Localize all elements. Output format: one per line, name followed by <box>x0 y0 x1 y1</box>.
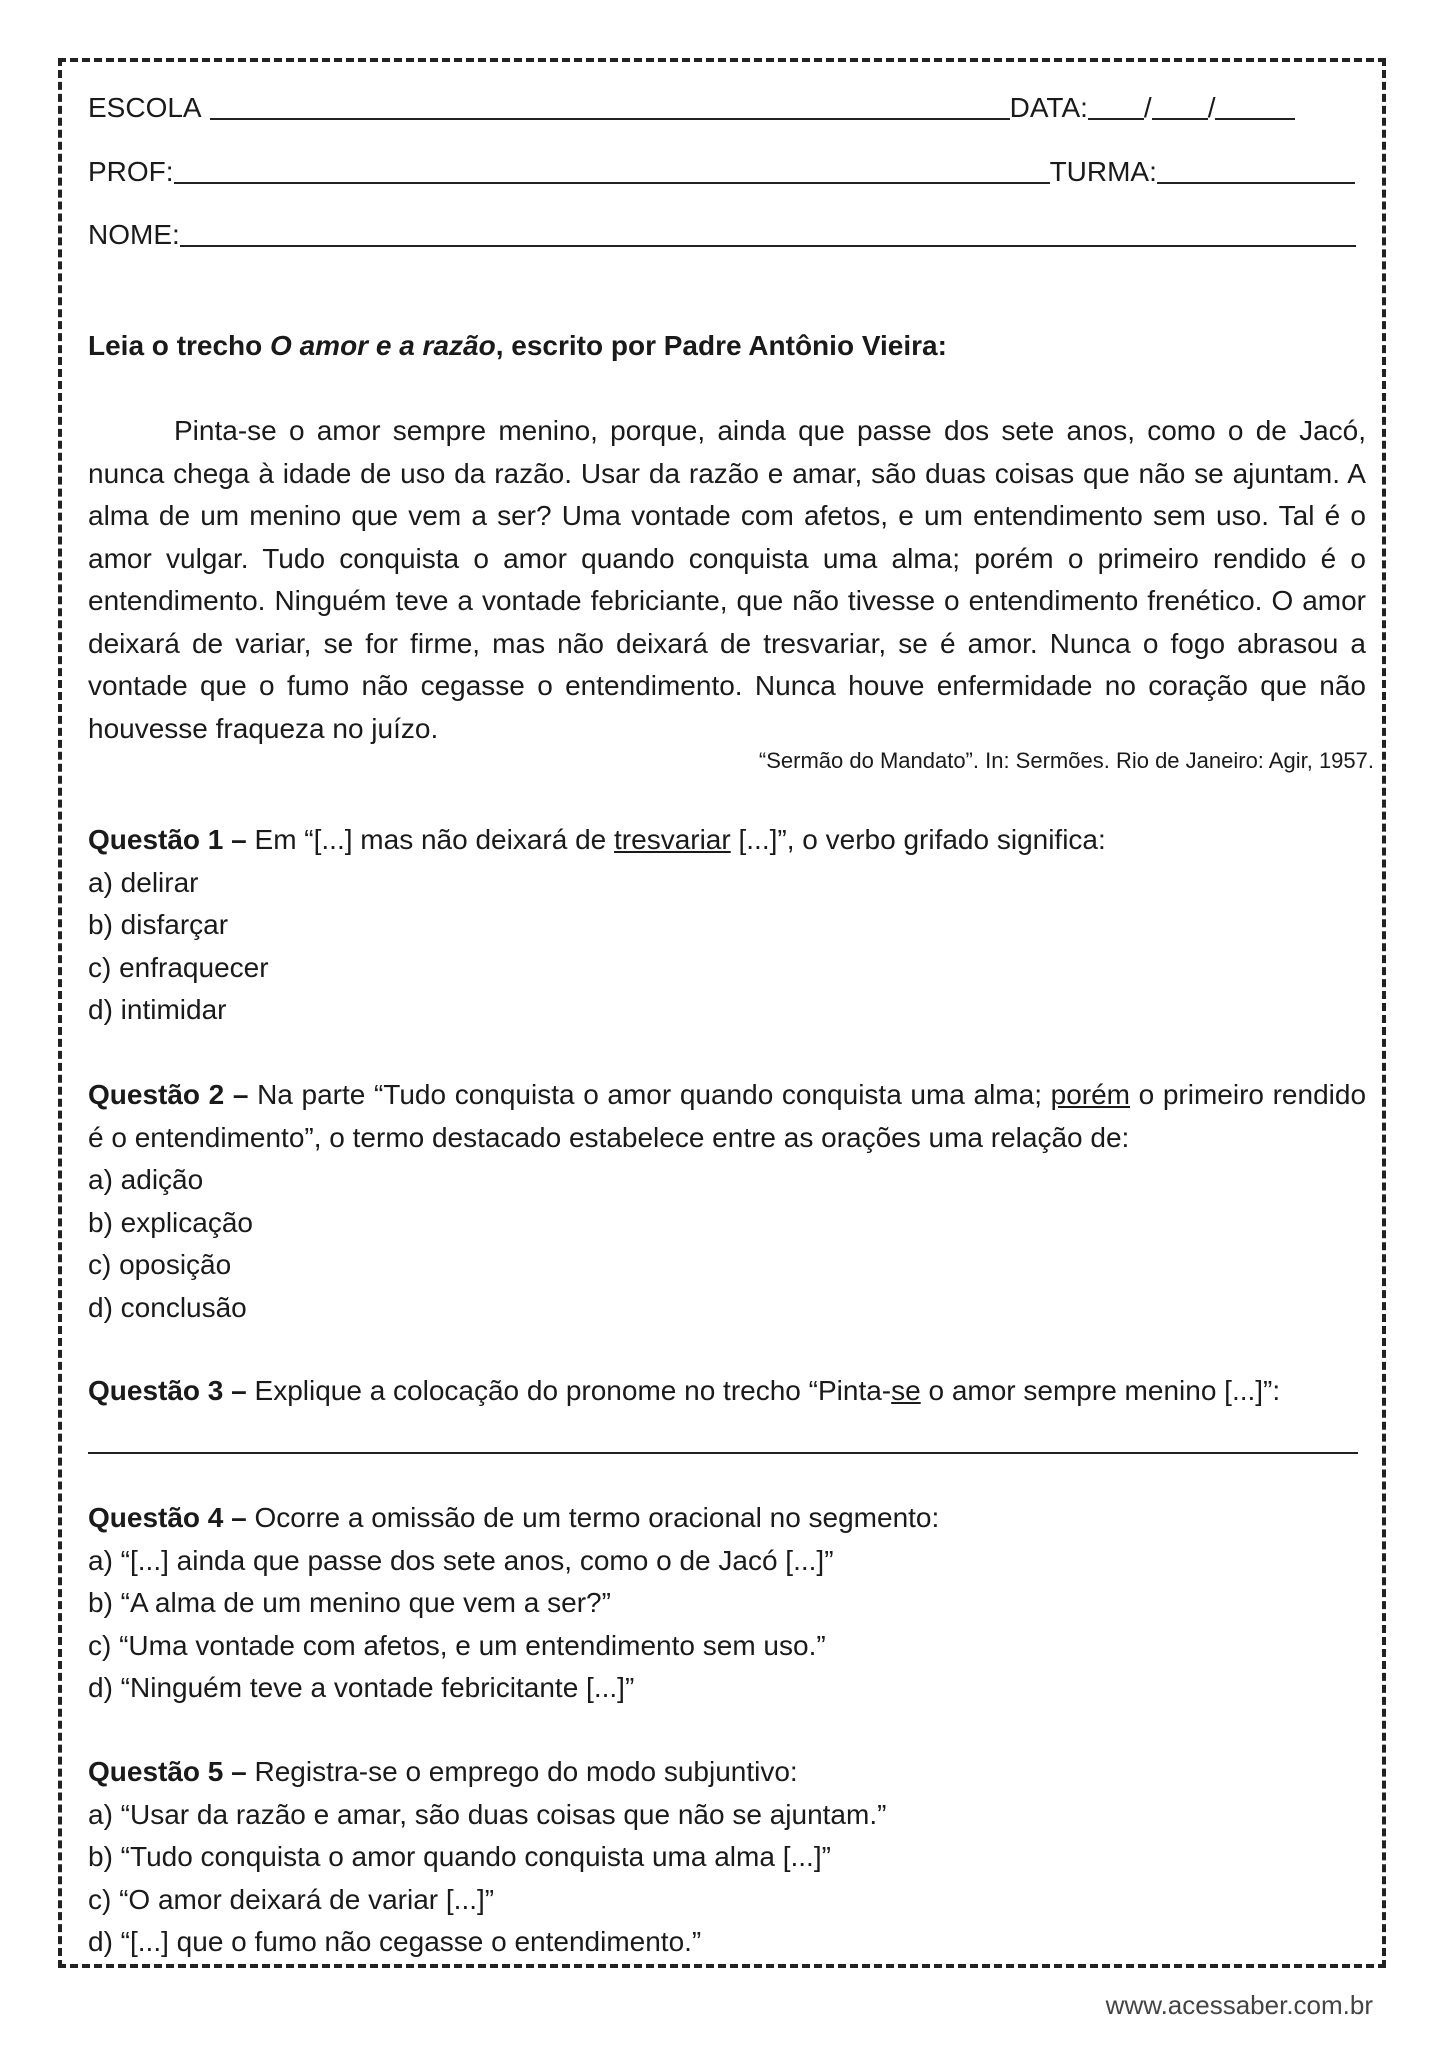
question-2 <box>88 1074 1366 1329</box>
question-text: [...]”, o verbo grifado significa: <box>730 824 1106 855</box>
date-separator: / <box>1143 92 1152 123</box>
option-c[interactable]: c) “Uma vontade com afetos, e um entendimento sem uso.” <box>88 1629 826 1661</box>
excerpt-title: O amor e a razão <box>270 330 496 361</box>
option-d[interactable]: d) “Ninguém teve a vontade febricitante [...]” <box>88 1672 635 1703</box>
name-label: NOME: <box>88 219 180 250</box>
question-5 <box>88 1751 1366 1964</box>
question-1-prompt <box>88 819 1366 862</box>
question-3-answer-field[interactable] <box>88 1452 1358 1454</box>
instruction-suffix: , escrito por Padre Antônio Vieira: <box>495 330 947 361</box>
option-b[interactable]: b) explicação <box>88 1206 253 1238</box>
excerpt-passage: Pinta-se o amor sempre menino, porque, ainda que passe dos sete anos, como o de Jacó, nunca chega à idade de uso da razão. Usar da razão e amar, são duas coisas que não se ajuntam. A alma de um menino que vem a ser? Uma vontade com afetos, e um entendimento sem uso. Tal é o amor vulgar. Tudo conquista o amor quando conquista uma alma; porém o primeiro rendido é o entendimento. Ninguém teve a vontade febriciante, que não tivesse o entendimento frenético. O amor deixará de variar, se for firme, mas não deixará de tresvariar, se é amor. Nunca o fogo abrasou a vontade que o fumo não cegasse o entendimento. Nunca houve enfermidade no coração que não houvesse fraqueza no juízo. <box>88 415 1366 744</box>
question-3 <box>88 1370 1366 1413</box>
question-label: Questão 3 – <box>88 1375 247 1406</box>
option-d[interactable]: d) intimidar <box>88 994 227 1025</box>
option-a[interactable]: a) adição <box>88 1164 204 1195</box>
option-a[interactable]: a) delirar <box>88 866 199 898</box>
date-month-field[interactable] <box>1152 90 1208 120</box>
name-field[interactable] <box>180 217 1356 247</box>
question-2-prompt <box>88 1074 1366 1159</box>
question-text: Registra-se o emprego do modo subjuntivo: <box>246 1756 798 1787</box>
option-b[interactable]: b) “Tudo conquista o amor quando conquista uma alma [...]” <box>88 1841 831 1872</box>
underlined-term: tresvariar <box>614 824 731 855</box>
option-d[interactable]: d) “[...] que o fumo não cegasse o entendimento.” <box>88 1926 702 1957</box>
question-label: Questão 1 – <box>88 824 247 855</box>
question-text: Na parte “Tudo conquista o amor quando conquista uma alma; <box>248 1079 1051 1110</box>
option-b[interactable]: b) “A alma de um menino que vem a ser?” <box>88 1587 611 1618</box>
name-row <box>88 211 1356 251</box>
question-text: o primeiro rendido é o entendimento”, o termo destacado estabelece entre as orações uma relação de: <box>88 1079 1367 1153</box>
excerpt-source: “Sermão do Mandato”. In: Sermões. Rio de Janeiro: Agir, 1957. <box>758 748 1374 773</box>
teacher-field[interactable] <box>174 154 1050 184</box>
question-3-prompt <box>88 1370 1366 1413</box>
question-1 <box>88 819 1366 1032</box>
teacher-class-row <box>88 148 1355 188</box>
option-c[interactable]: c) “O amor deixará de variar [...]” <box>88 1883 495 1915</box>
option-b[interactable]: b) disfarçar <box>88 909 229 940</box>
question-label: Questão 5 – <box>88 1756 247 1787</box>
school-field[interactable] <box>210 90 1010 120</box>
underlined-term: porém <box>1050 1079 1130 1110</box>
date-separator: / <box>1207 92 1216 123</box>
question-4 <box>88 1497 1366 1710</box>
option-c[interactable]: c) enfraquecer <box>88 951 269 983</box>
question-text: o amor sempre menino [...]”: <box>920 1375 1281 1406</box>
question-text: Explique a colocação do pronome no trecho “Pinta- <box>246 1375 892 1406</box>
class-label: TURMA: <box>1049 156 1157 187</box>
question-label: Questão 4 – <box>88 1502 247 1533</box>
date-year-field[interactable] <box>1215 90 1295 120</box>
question-5-prompt <box>88 1751 1366 1794</box>
reading-instruction <box>88 330 947 362</box>
question-text: Ocorre a omissão de um termo oracional no segmento: <box>246 1502 940 1533</box>
question-text: Em “[...] mas não deixará de <box>246 824 615 855</box>
underlined-term: se <box>891 1375 921 1406</box>
footer-url[interactable]: www.acessaber.com.br <box>1105 1990 1373 2020</box>
question-4-prompt <box>88 1497 1366 1540</box>
option-a[interactable]: a) “Usar da razão e amar, são duas coisas que não se ajuntam.” <box>88 1798 887 1830</box>
date-label: DATA: <box>1009 92 1088 123</box>
teacher-label: PROF: <box>88 156 174 187</box>
option-d[interactable]: d) conclusão <box>88 1291 247 1323</box>
school-date-row <box>88 84 1295 124</box>
option-c[interactable]: c) oposição <box>88 1249 232 1280</box>
option-a[interactable]: a) “[...] ainda que passe dos sete anos, como o de Jacó [...]” <box>88 1544 834 1576</box>
instruction-prefix: Leia o trecho <box>88 330 271 361</box>
school-label: ESCOLA <box>88 92 202 123</box>
date-day-field[interactable] <box>1088 90 1144 120</box>
question-label: Questão 2 – <box>88 1079 249 1110</box>
class-field[interactable] <box>1157 154 1355 184</box>
